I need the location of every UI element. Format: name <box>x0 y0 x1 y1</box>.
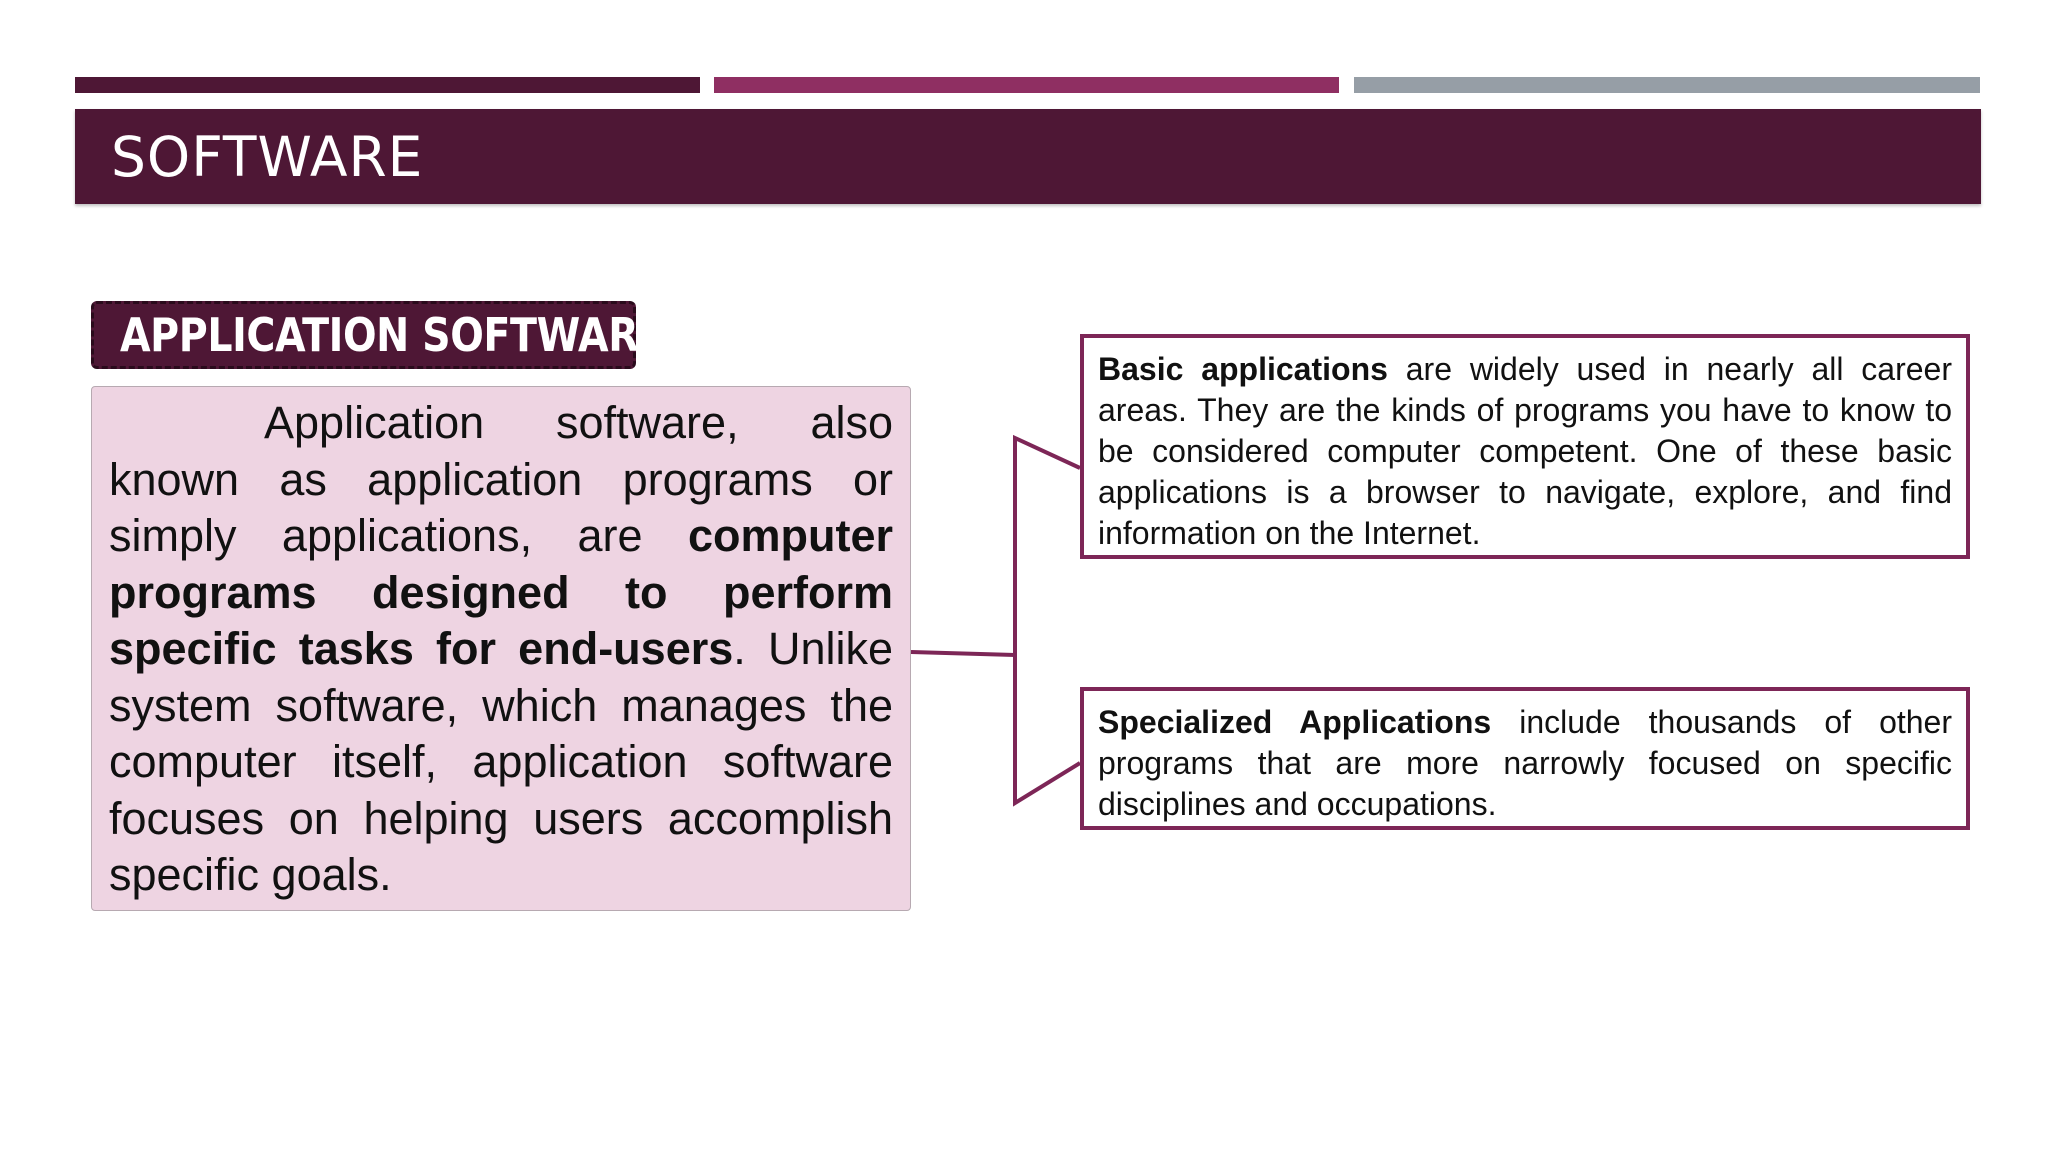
specialized-applications-text <box>1098 702 1952 825</box>
definition-paragraph <box>109 395 893 904</box>
accent-bar-dark <box>75 77 700 93</box>
title-banner <box>75 109 1981 204</box>
basic-applications-term: Basic applications <box>1098 351 1388 387</box>
connector-stem <box>911 652 1015 655</box>
basic-applications-box <box>1080 334 1970 559</box>
definition-text-bold: computer programs designed to perform specific tasks for end-users <box>109 510 893 674</box>
section-label: APPLICATION SOFTWARE <box>120 308 665 362</box>
basic-applications-text <box>1098 349 1952 554</box>
section-label-badge <box>91 301 665 369</box>
accent-bar-magenta <box>714 77 1339 93</box>
specialized-applications-term: Specialized Applications <box>1098 704 1492 740</box>
accent-bar-gray <box>1354 77 1980 93</box>
definition-text-end: . Unlike system software, which manages the computer itself, application software focuses on helping users accomplish specific goals. <box>109 623 893 900</box>
page-title: SOFTWARE <box>111 125 424 189</box>
specialized-applications-box <box>1080 687 1970 830</box>
basic-applications-description: are widely used in nearly all career areas. They are the kinds of programs you have to know to be considered computer competent. One of these basic applications is a browser to navigate, explore, and find information on the Internet. <box>1098 351 1953 551</box>
connector-bracket <box>1015 438 1080 803</box>
definition-text-start: Application software, also known as application programs or simply applications, are <box>109 397 893 561</box>
definition-box <box>91 386 911 911</box>
specialized-applications-description: include thousands of other programs that are more narrowly focused on specific disciplines and occupations. <box>1098 704 1953 822</box>
